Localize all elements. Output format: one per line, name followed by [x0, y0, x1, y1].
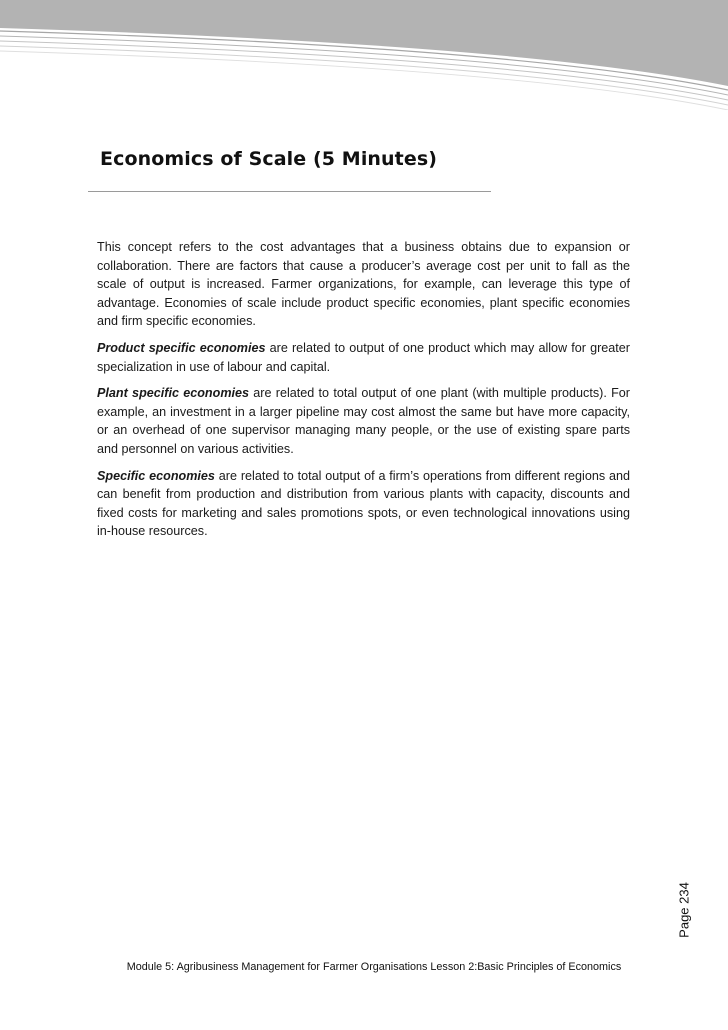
intro-paragraph: This concept refers to the cost advantages that a business obtains due to expansion or collaboration. There are factors that cause a producer’s average cost per unit to fall as the scale of output is increased. Farmer organizations, for example, can leverage this type of advantage. Economies of scale include product specific economies, plant specific economies and firm specific economies.: [97, 240, 630, 329]
body-text: [97, 238, 630, 549]
section-title: Economics of Scale (5 Minutes): [100, 148, 438, 170]
plant-economies-paragraph: [97, 384, 630, 458]
product-economies-text: are related to output of one product which may allow for greater specialization in use of labour and capital.: [97, 340, 630, 374]
plant-economies-text: are related to total output of one plant (with multiple products). For example, an investment in a larger pipeline may cost almost the same but have more capacity, or an overhead of one supervisor managing many people, or the use of existing spare parts and personnel on various activities.: [97, 386, 630, 456]
page-number: Page 234: [676, 882, 692, 938]
product-economies-paragraph: [97, 339, 630, 376]
footer-text: Module 5: Agribusiness Management for Farmer Organisations Lesson 2:Basic Principles of Economics: [126, 961, 622, 973]
product-economies-term: Product specific economies: [97, 340, 266, 355]
title-divider: [88, 191, 491, 192]
firm-economies-paragraph: [97, 467, 630, 541]
header-banner: [0, 0, 728, 110]
firm-economies-text: are related to total output of a firm’s operations from different regions and can benefit from production and distribution from various plants with capacity, discounts and fixed costs for marketing and sales promotions spots, or even technological innovations using in-house resources.: [97, 468, 631, 539]
firm-economies-term: Specific economies: [97, 468, 215, 483]
plant-economies-term: Plant specific economies: [97, 386, 250, 401]
